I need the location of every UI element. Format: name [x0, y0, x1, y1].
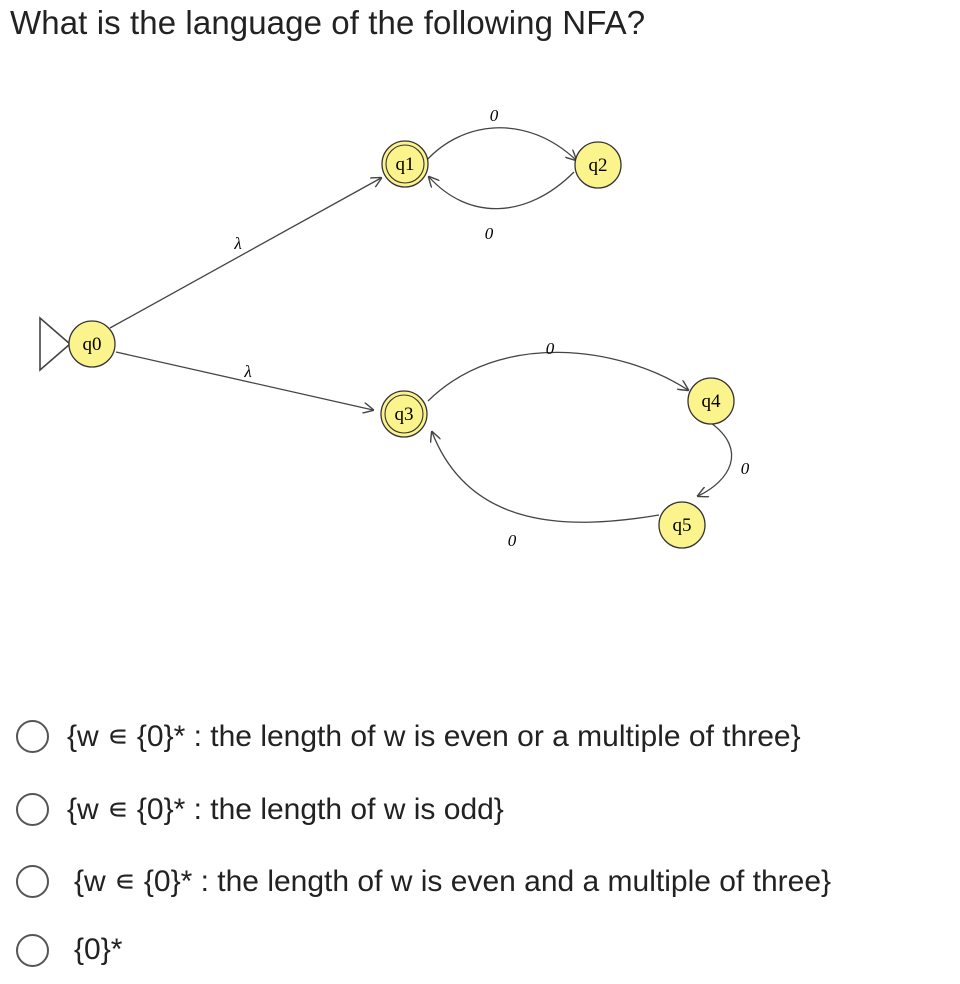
- svg-text:q1: q1: [395, 154, 415, 175]
- answer-option-text: {w ∊ {0}* : the length of w is odd}: [67, 793, 504, 826]
- svg-text:q5: q5: [672, 515, 692, 536]
- state-q4: [688, 378, 734, 424]
- svg-text:q2: q2: [588, 155, 608, 176]
- radio-button[interactable]: [16, 865, 49, 898]
- svg-text:q3: q3: [394, 404, 414, 425]
- answer-option-3[interactable]: [16, 864, 831, 899]
- edge-q4-q5: [698, 423, 732, 496]
- edge-label-q2-q1: 0: [484, 224, 494, 243]
- edge-q0-q1: [110, 178, 381, 328]
- edge-q5-q3: [432, 432, 659, 522]
- radio-button[interactable]: [16, 793, 49, 826]
- edge-label-q0-q1: λ: [234, 234, 242, 253]
- question-title: What is the language of the following NFA?: [10, 4, 646, 41]
- state-q1: [382, 141, 428, 187]
- edge-q0-q3: [116, 352, 373, 410]
- state-q2: [575, 142, 621, 188]
- answer-option-text: {w ∊ {0}* : the length of w is even or a multiple of three}: [67, 720, 801, 753]
- answer-option-text: {w ∊ {0}* : the length of w is even and a multiple of three}: [74, 865, 832, 898]
- edge-label-q5-q3: 0: [507, 531, 517, 550]
- edge-label-q3-q4: 0: [545, 339, 555, 358]
- edge-label-q4-q5: 0: [740, 459, 750, 478]
- initial-state-marker: [40, 318, 70, 370]
- state-q5: [659, 502, 705, 548]
- radio-button[interactable]: [16, 934, 49, 967]
- state-q0: [69, 321, 115, 367]
- svg-text:q4: q4: [701, 391, 721, 412]
- answer-option-2[interactable]: [16, 792, 504, 827]
- edge-label-q1-q2: 0: [489, 106, 499, 125]
- edge-q2-q1: [429, 172, 574, 209]
- answer-option-text: {0}*: [74, 933, 123, 966]
- edge-label-q0-q3: λ: [244, 362, 252, 381]
- state-q3: [381, 391, 427, 437]
- svg-text:q0: q0: [82, 334, 102, 355]
- edge-q3-q4: [428, 352, 688, 401]
- edge-q1-q2: [426, 128, 576, 161]
- answer-option-4[interactable]: [16, 933, 122, 967]
- answer-option-1[interactable]: [16, 719, 801, 754]
- radio-button[interactable]: [16, 720, 49, 753]
